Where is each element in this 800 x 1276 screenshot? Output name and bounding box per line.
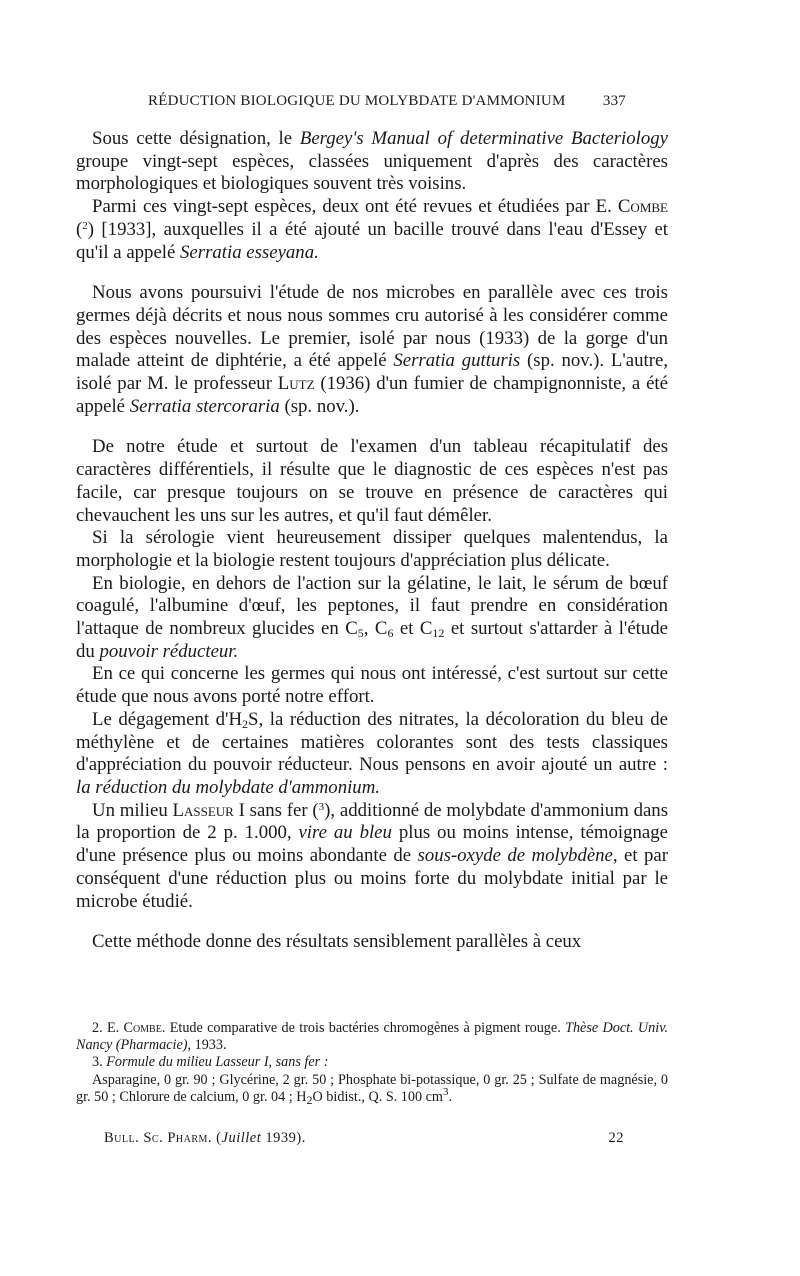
text-run: De notre étude et surtout de l'examen d'un tableau récapitulatif des caractères différentiels, il résulte que le diagnostic de ces espèces n'est pas facile, car presque toujours on se trouve en présence de caractères qui chevauchent les uns sur les autres, et qu'il faut démêler. xyxy=(76,436,668,526)
italic-run: sous-oxyde de molybdène xyxy=(417,845,613,867)
footnote-ref: 3 xyxy=(318,800,325,813)
footnote-3 xyxy=(76,1054,668,1071)
text-run: En biologie, en dehors de l'action sur la gélatine, le lait, le sérum de bœuf coagulé, l'albumine d'œuf, les peptones, il faut prendre en considération l'attaque de nombreux glucides en C xyxy=(76,572,668,640)
paragraph-10 xyxy=(76,931,668,954)
text-run: Un milieu xyxy=(92,799,173,821)
footnote-2 xyxy=(76,1020,668,1054)
paragraph-3 xyxy=(76,282,668,418)
journal-citation xyxy=(104,1130,306,1147)
paragraph-9 xyxy=(76,800,668,914)
italic-run: Bergey's Manual of determinative Bacteriology xyxy=(299,128,668,149)
italic-run: Serratia esseyana. xyxy=(180,241,319,263)
paragraph-2 xyxy=(76,196,668,264)
text-run: Sous cette désignation, le xyxy=(92,128,300,149)
author-name: Combe xyxy=(123,1020,162,1036)
text-run: et C xyxy=(393,618,433,640)
paragraph-6 xyxy=(76,573,668,664)
text-run: plus ou moins intense, témoignage d'une présence plus ou moins abondante de xyxy=(76,822,668,867)
author-name: Lutz xyxy=(277,373,315,395)
text-run: (sp. nov.). L'autre, isolé par M. le professeur xyxy=(76,350,669,395)
text-run: O bidist., Q. S. 100 cm xyxy=(312,1088,443,1105)
text-run: . xyxy=(448,1088,453,1105)
text-run: (sp. nov.). xyxy=(279,395,360,417)
footnote-ref: 2 xyxy=(82,219,88,232)
text-run: Nous avons poursuivi l'étude de nos microbes en parallèle avec ces trois germes déjà décrits et nous nous sommes cru autorisé à les considérer comme des espèces nouvelles. Le premier, isolé par nous (1933) de la gorge d'un malade atteint de diphtérie, a été appelé xyxy=(76,282,668,372)
italic-run: Serratia stercoraria xyxy=(129,395,280,417)
text-run: Asparagine, 0 gr. 90 ; Glycérine, 2 gr. 50 ; Phosphate bi-potassique, 0 gr. 25 ; Sulfate de magnésie, 0 gr. 50 ; Chlorure de calcium, 0 gr. 04 ; H xyxy=(76,1071,668,1105)
text-run: groupe vingt-sept espèces, classées uniquement d'après des caractères morphologiques et biologiques souvent très voisins. xyxy=(76,150,668,195)
italic-run: vire au bleu xyxy=(298,822,392,844)
italic-run: Thèse Doct. Univ. Nancy (Pharmacie) xyxy=(76,1020,668,1054)
text-run: En ce qui concerne les germes qui nous ont intéressé, c'est surtout sur cette étude que nous avons porté notre effort. xyxy=(76,663,668,708)
paragraph-5 xyxy=(76,527,668,572)
text-run: S, la réduction des nitrates, la décoloration du bleu de méthylène et de certaines matières colorantes sont des tests classiques d'appréciation du pouvoir réducteur. Nous pensons en avoir ajouté un autre : xyxy=(76,708,668,776)
subscript: 5 xyxy=(357,626,364,641)
italic-run: la réduction du molybdate d'ammonium. xyxy=(76,776,380,798)
running-header xyxy=(148,93,626,110)
italic-run: Formule du milieu Lasseur I, sans fer : xyxy=(106,1054,329,1071)
text-run: , C xyxy=(363,618,388,640)
footnotes xyxy=(76,1020,668,1106)
author-name: Lasseur xyxy=(172,799,234,821)
paragraph-7 xyxy=(76,663,668,708)
italic-run: pouvoir réducteur. xyxy=(99,640,239,662)
text-run: et surtout s'attarder à l'étude du xyxy=(76,618,668,662)
text-run: Le dégagement d'H xyxy=(92,708,243,730)
text-run: ( xyxy=(76,218,83,240)
text-run: Parmi ces vingt-sept espèces, deux ont été revues et étudiées par E. xyxy=(92,196,618,218)
paragraph-8 xyxy=(76,709,668,800)
subscript: 12 xyxy=(432,626,445,641)
footnote-3-formula xyxy=(76,1072,668,1106)
subscript: 2 xyxy=(242,716,249,731)
page-number: 337 xyxy=(602,93,626,109)
superscript: 3 xyxy=(442,1085,449,1098)
text-run: (1936) d'un fumier de champignonniste, a été appelé xyxy=(76,373,668,417)
text-run: I sans fer ( xyxy=(233,799,319,821)
text-run: ( xyxy=(212,1130,222,1146)
text-run: , et par conséquent d'une réduction plus ou moins forte du molybdate initial par le microbe étudié. xyxy=(76,845,668,912)
text-run: ), additionné de molybdate d'ammonium dans la proportion de 2 p. 1.000, xyxy=(76,799,669,844)
author-name: Combe xyxy=(617,196,668,218)
text-run: Si la sérologie vient heureusement dissiper quelques malentendus, la morphologie et la biologie restent toujours d'appréciation plus délicate. xyxy=(76,527,668,571)
body-text xyxy=(76,128,668,954)
subscript: 6 xyxy=(387,626,394,641)
text-run: 2. E. xyxy=(92,1020,124,1036)
journal-name: Bull. Sc. Pharm. xyxy=(104,1130,213,1146)
italic-run: Juillet xyxy=(221,1130,262,1146)
text-run: . Etude comparative de trois bactéries chromogènes à pigment rouge. xyxy=(161,1020,566,1036)
page-footer xyxy=(104,1130,624,1147)
text-run: ) [1933], auxquelles il a été ajouté un bacille trouvé dans l'eau d'Essey et qu'il a appelé xyxy=(76,218,668,263)
text-run: 3. xyxy=(92,1054,107,1071)
text-run: 1939). xyxy=(261,1130,306,1146)
subscript: 2 xyxy=(306,1092,313,1107)
text-run: Cette méthode donne des résultats sensiblement parallèles à ceux xyxy=(92,931,582,953)
text-run: , 1933. xyxy=(187,1037,227,1054)
paragraph-1 xyxy=(76,128,668,196)
paragraph-4 xyxy=(76,436,668,527)
sheet-number: 22 xyxy=(608,1130,624,1146)
italic-run: Serratia gutturis xyxy=(393,350,521,372)
running-title: RÉDUCTION BIOLOGIQUE DU MOLYBDATE D'AMMONIUM xyxy=(148,93,566,109)
